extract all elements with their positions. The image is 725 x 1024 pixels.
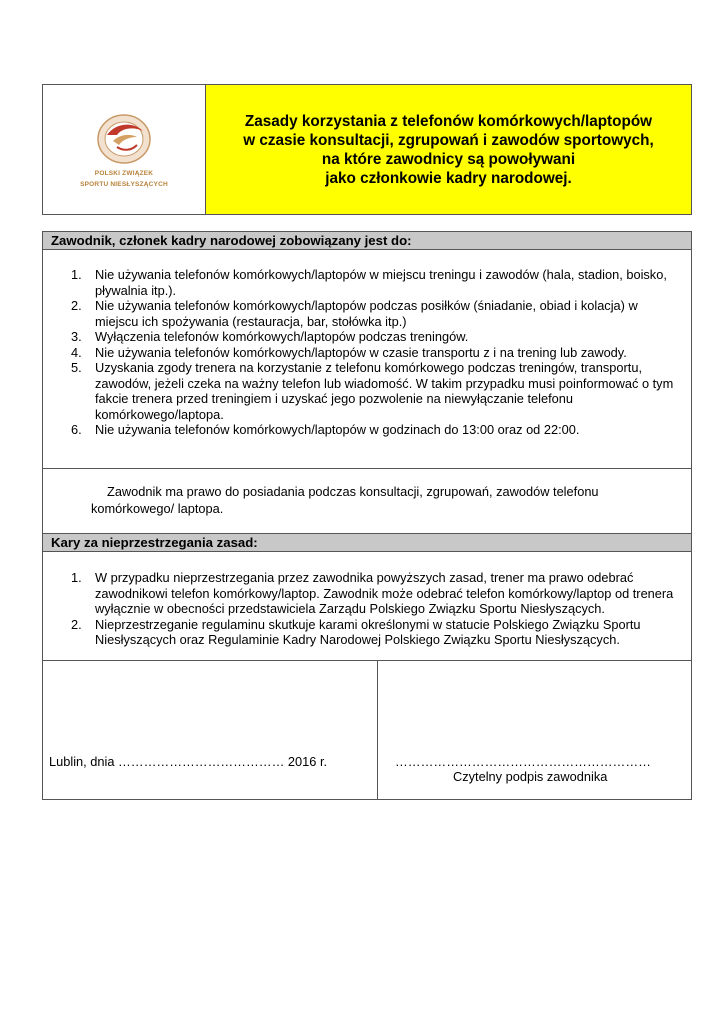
- list-item: 2. Nie używania telefonów komórkowych/laptopów podczas posiłków (śniadanie, obiad i kolacja) w miejscu ich spożywania (restauracja, bar, stołówka itp.): [71, 298, 638, 329]
- title-cell: [206, 85, 691, 214]
- list-item: 6. Nie używania telefonów komórkowych/laptopów w godzinach do 13:00 oraz od 22:00.: [71, 422, 580, 437]
- rules-table: [42, 231, 692, 800]
- title-line: jako członkowie kadry narodowej.: [325, 169, 572, 187]
- duties-list: [43, 267, 691, 438]
- header-table: [42, 84, 692, 215]
- list-item: 1. W przypadku nieprzestrzegania przez zawodnika powyższych zasad, trener ma prawo odebrać zawodnikowi telefon komórkowy/laptop. Zawodnik może odebrać telefon komórkowy/laptop od trenera wyłącznie w obecności przedstawiciela Zarządu Polskiego Związku Sportu Niesłyszących.: [71, 570, 674, 616]
- title-line: na które zawodnicy są powoływani: [321, 150, 576, 168]
- right-text: Zawodnik ma prawo do posiadania podczas konsultacji, zgrupowań, zawodów telefonu komórkowego/ laptopa.: [91, 484, 599, 516]
- logo-cell: [43, 85, 206, 214]
- logo-text-line1: POLSKI ZWIĄZEK: [94, 169, 154, 177]
- logo-text-line2: SPORTU NIESŁYSZĄCYCH: [80, 180, 168, 188]
- list-item: 1. Nie używania telefonów komórkowych/laptopów w miejscu treningu i zawodów (hala, stadion, boisko, pływalnia itp.).: [71, 267, 667, 298]
- date-field: Lublin, dnia ………………………………… 2016 r.: [49, 754, 328, 769]
- row-divider: [43, 660, 691, 661]
- duties-heading: Zawodnik, członek kadry narodowej zobowiązany jest do:: [43, 231, 691, 250]
- title-line: Zasady korzystania z telefonów komórkowych/laptopów: [244, 112, 653, 130]
- column-divider: [377, 661, 378, 800]
- row-divider: [43, 468, 691, 469]
- signature-line: ……………………………………………………: [395, 754, 651, 769]
- title-line: w czasie konsultacji, zgrupowań i zawodów sportowych,: [243, 131, 654, 149]
- list-item: 2. Nieprzestrzeganie regulaminu skutkuje karami określonymi w statucie Polskiego Związku Sportu Niesłyszących oraz Regulaminie Kadry Narodowej Polskiego Związku Sportu Niesłyszących.: [71, 616, 641, 647]
- penalties-list: [43, 570, 691, 648]
- signature-label: Czytelny podpis zawodnika: [453, 769, 608, 784]
- penalties-heading: Kary za nieprzestrzegania zasad:: [43, 533, 691, 552]
- pzsn-logo-icon: [93, 111, 155, 167]
- list-item: 3. Wyłączenia telefonów komórkowych/laptopów podczas treningów.: [71, 329, 469, 344]
- list-item: 5. Uzyskania zgody trenera na korzystanie z telefonu komórkowego podczas treningów, transportu, zawodów, jeżeli czeka na ważny telefon lub wiadomość. W takim przypadku musi poinformować o tym fakcie trenera przed treningiem i uzyskać jego pozwolenie na niewyłączanie telefonu komórkowego/laptopa.: [71, 360, 674, 422]
- list-item: 4. Nie używania telefonów komórkowych/laptopów w czasie transportu z i na trening lub zawody.: [71, 344, 627, 360]
